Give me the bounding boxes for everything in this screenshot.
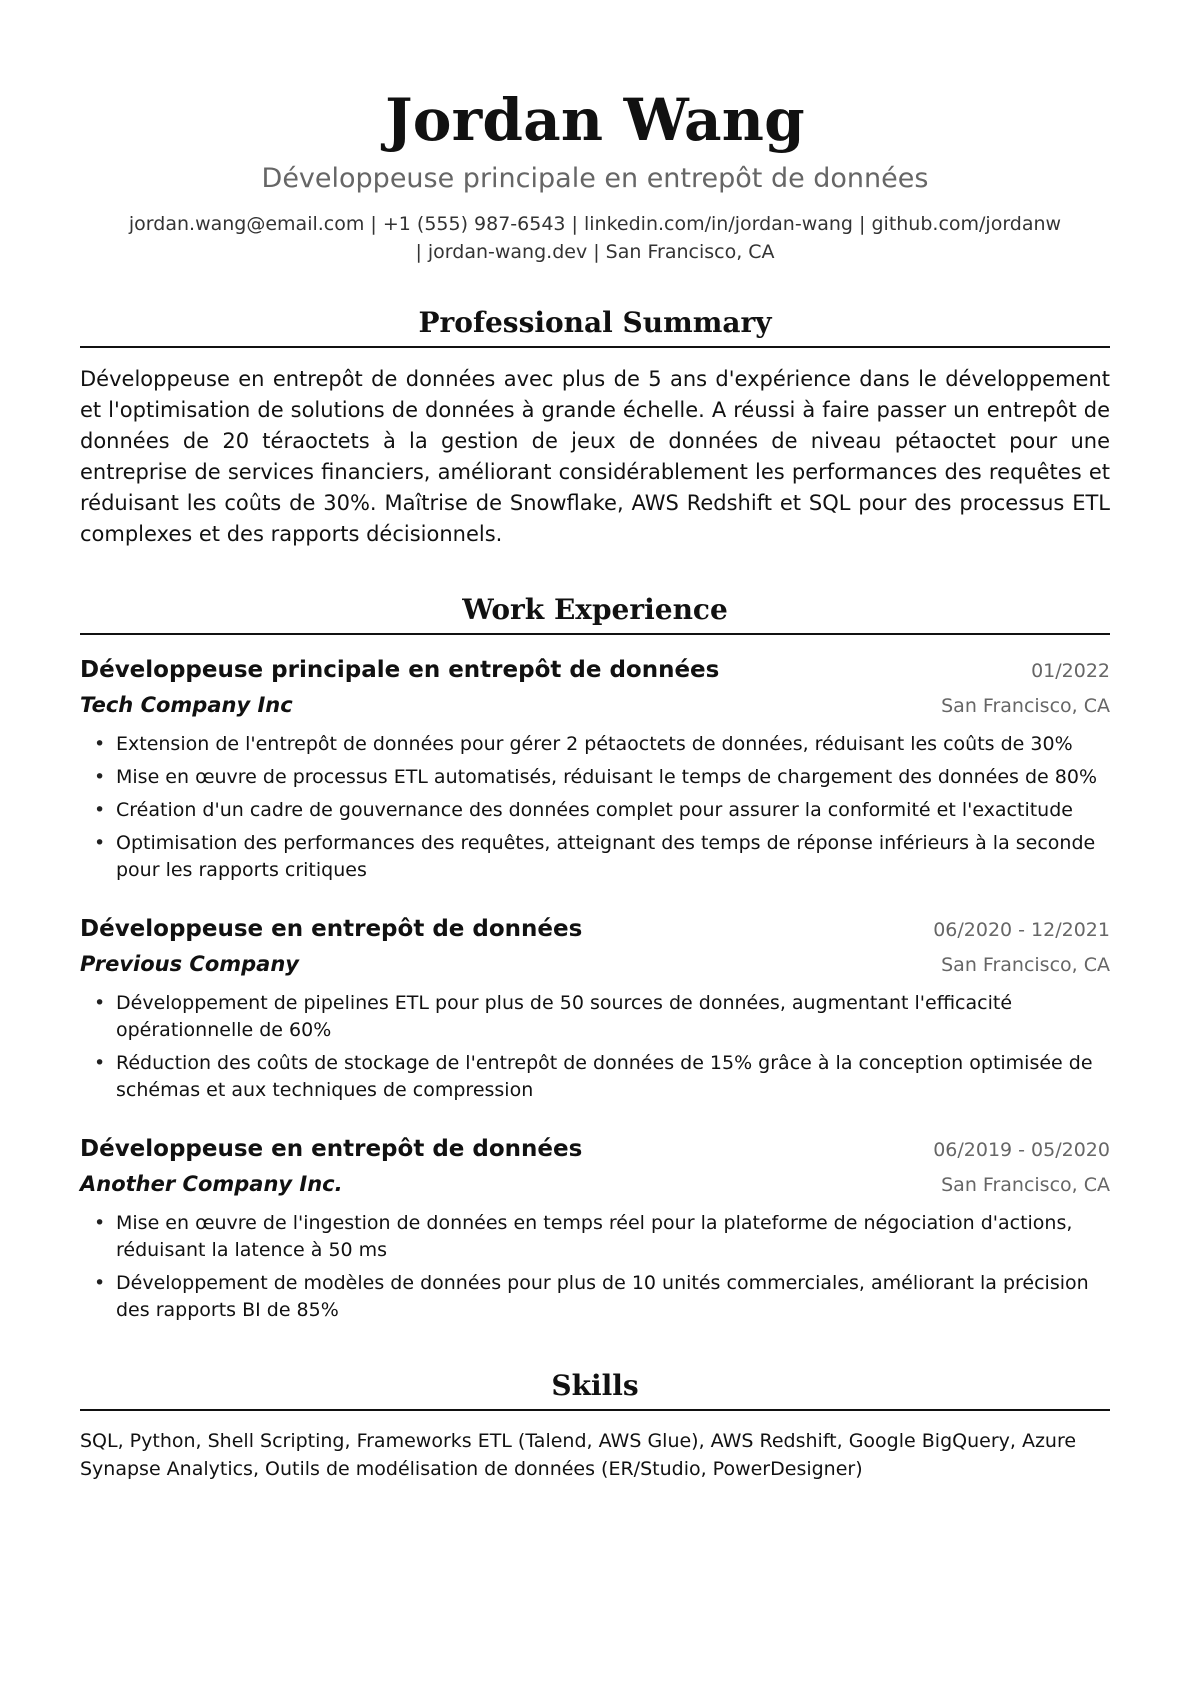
job-title: Développeuse en entrepôt de données [80,916,583,942]
contact-info: jordan.wang@email.com | +1 (555) 987-6543 | linkedin.com/in/jordan-wang | github.com/jordanw | jordan-wang.dev | San Francisco, CA [128,213,1062,263]
job-title: Développeuse en entrepôt de données [80,1136,583,1162]
experience-bullet: • Création d'un cadre de gouvernance des données complet pour assurer la conformité et l'exactitude [80,797,1110,824]
skills-section [80,1367,1110,1483]
company-row [80,688,1110,723]
section-divider [80,346,1110,348]
candidate-name: Jordan Wang [385,86,805,154]
experience-bullet: • Développement de modèles de données pour plus de 10 unités commerciales, améliorant la précision des rapports BI de 85% [80,1270,1110,1324]
job-title-row [80,912,1110,947]
skills-title: Skills [551,1369,639,1402]
company-row [80,947,1110,982]
experience-bullets [80,990,1110,1104]
experience-bullet: • Optimisation des performances des requêtes, atteignant des temps de réponse inférieurs à la seconde pour les rapports critiques [80,830,1110,884]
experience-bullet: • Extension de l'entrepôt de données pour gérer 2 pétaoctets de données, réduisant les coûts de 30% [80,731,1110,758]
job-date: 06/2020 - 12/2021 [933,919,1110,941]
professional-summary-section [80,304,1110,550]
experience-bullet: • Mise en œuvre de l'ingestion de données en temps réel pour la plateforme de négociation d'actions, réduisant la latence à 50 ms [80,1210,1110,1264]
company-name: Tech Company Inc [80,693,293,717]
company-name: Previous Company [80,952,299,976]
professional-summary-title: Professional Summary [418,306,772,339]
resume-header [80,84,1110,266]
experience-bullets [80,731,1110,884]
professional-summary-text: Développeuse en entrepôt de données avec plus de 5 ans d'expérience dans le développement et l'optimisation de solutions de données à grande échelle. A réussi à faire passer un entrepôt de données de 20 téraoctets à la gestion de jeux de données de niveau pétaoctet pour une entreprise de services financiers, améliorant considérablement les performances des requêtes et réduisant les coûts de 30%. Maîtrise de Snowflake, AWS Redshift et SQL pour des processus ETL complexes et des rapports décisionnels. [80,367,1110,546]
company-name: Another Company Inc. [80,1172,343,1196]
work-experience-section [80,591,1110,1324]
company-row [80,1167,1110,1202]
job-title: Développeuse principale en entrepôt de données [80,657,720,683]
job-date: 01/2022 [1031,660,1110,682]
experience-entry [80,653,1110,884]
candidate-headline: Développeuse principale en entrepôt de données [261,163,929,194]
work-experience-title: Work Experience [462,593,728,626]
job-location: San Francisco, CA [941,695,1110,717]
job-location: San Francisco, CA [941,954,1110,976]
job-date: 06/2019 - 05/2020 [933,1139,1110,1161]
job-title-row [80,1132,1110,1167]
skills-list: SQL, Python, Shell Scripting, Frameworks ETL (Talend, AWS Glue), AWS Redshift, Google BigQuery, Azure Synapse Analytics, Outils de modélisation de données (ER/Studio, PowerDesigner) [80,1430,1077,1480]
section-divider [80,633,1110,635]
experience-entry [80,912,1110,1104]
section-divider [80,1409,1110,1411]
experience-bullet: • Mise en œuvre de processus ETL automatisés, réduisant le temps de chargement des données de 80% [80,764,1110,791]
experience-bullets [80,1210,1110,1324]
experience-bullet: • Réduction des coûts de stockage de l'entrepôt de données de 15% grâce à la conception optimisée de schémas et aux techniques de compression [80,1050,1110,1104]
job-location: San Francisco, CA [941,1174,1110,1196]
experience-bullet: • Développement de pipelines ETL pour plus de 50 sources de données, augmentant l'efficacité opérationnelle de 60% [80,990,1110,1044]
job-title-row [80,653,1110,688]
experience-entry [80,1132,1110,1324]
